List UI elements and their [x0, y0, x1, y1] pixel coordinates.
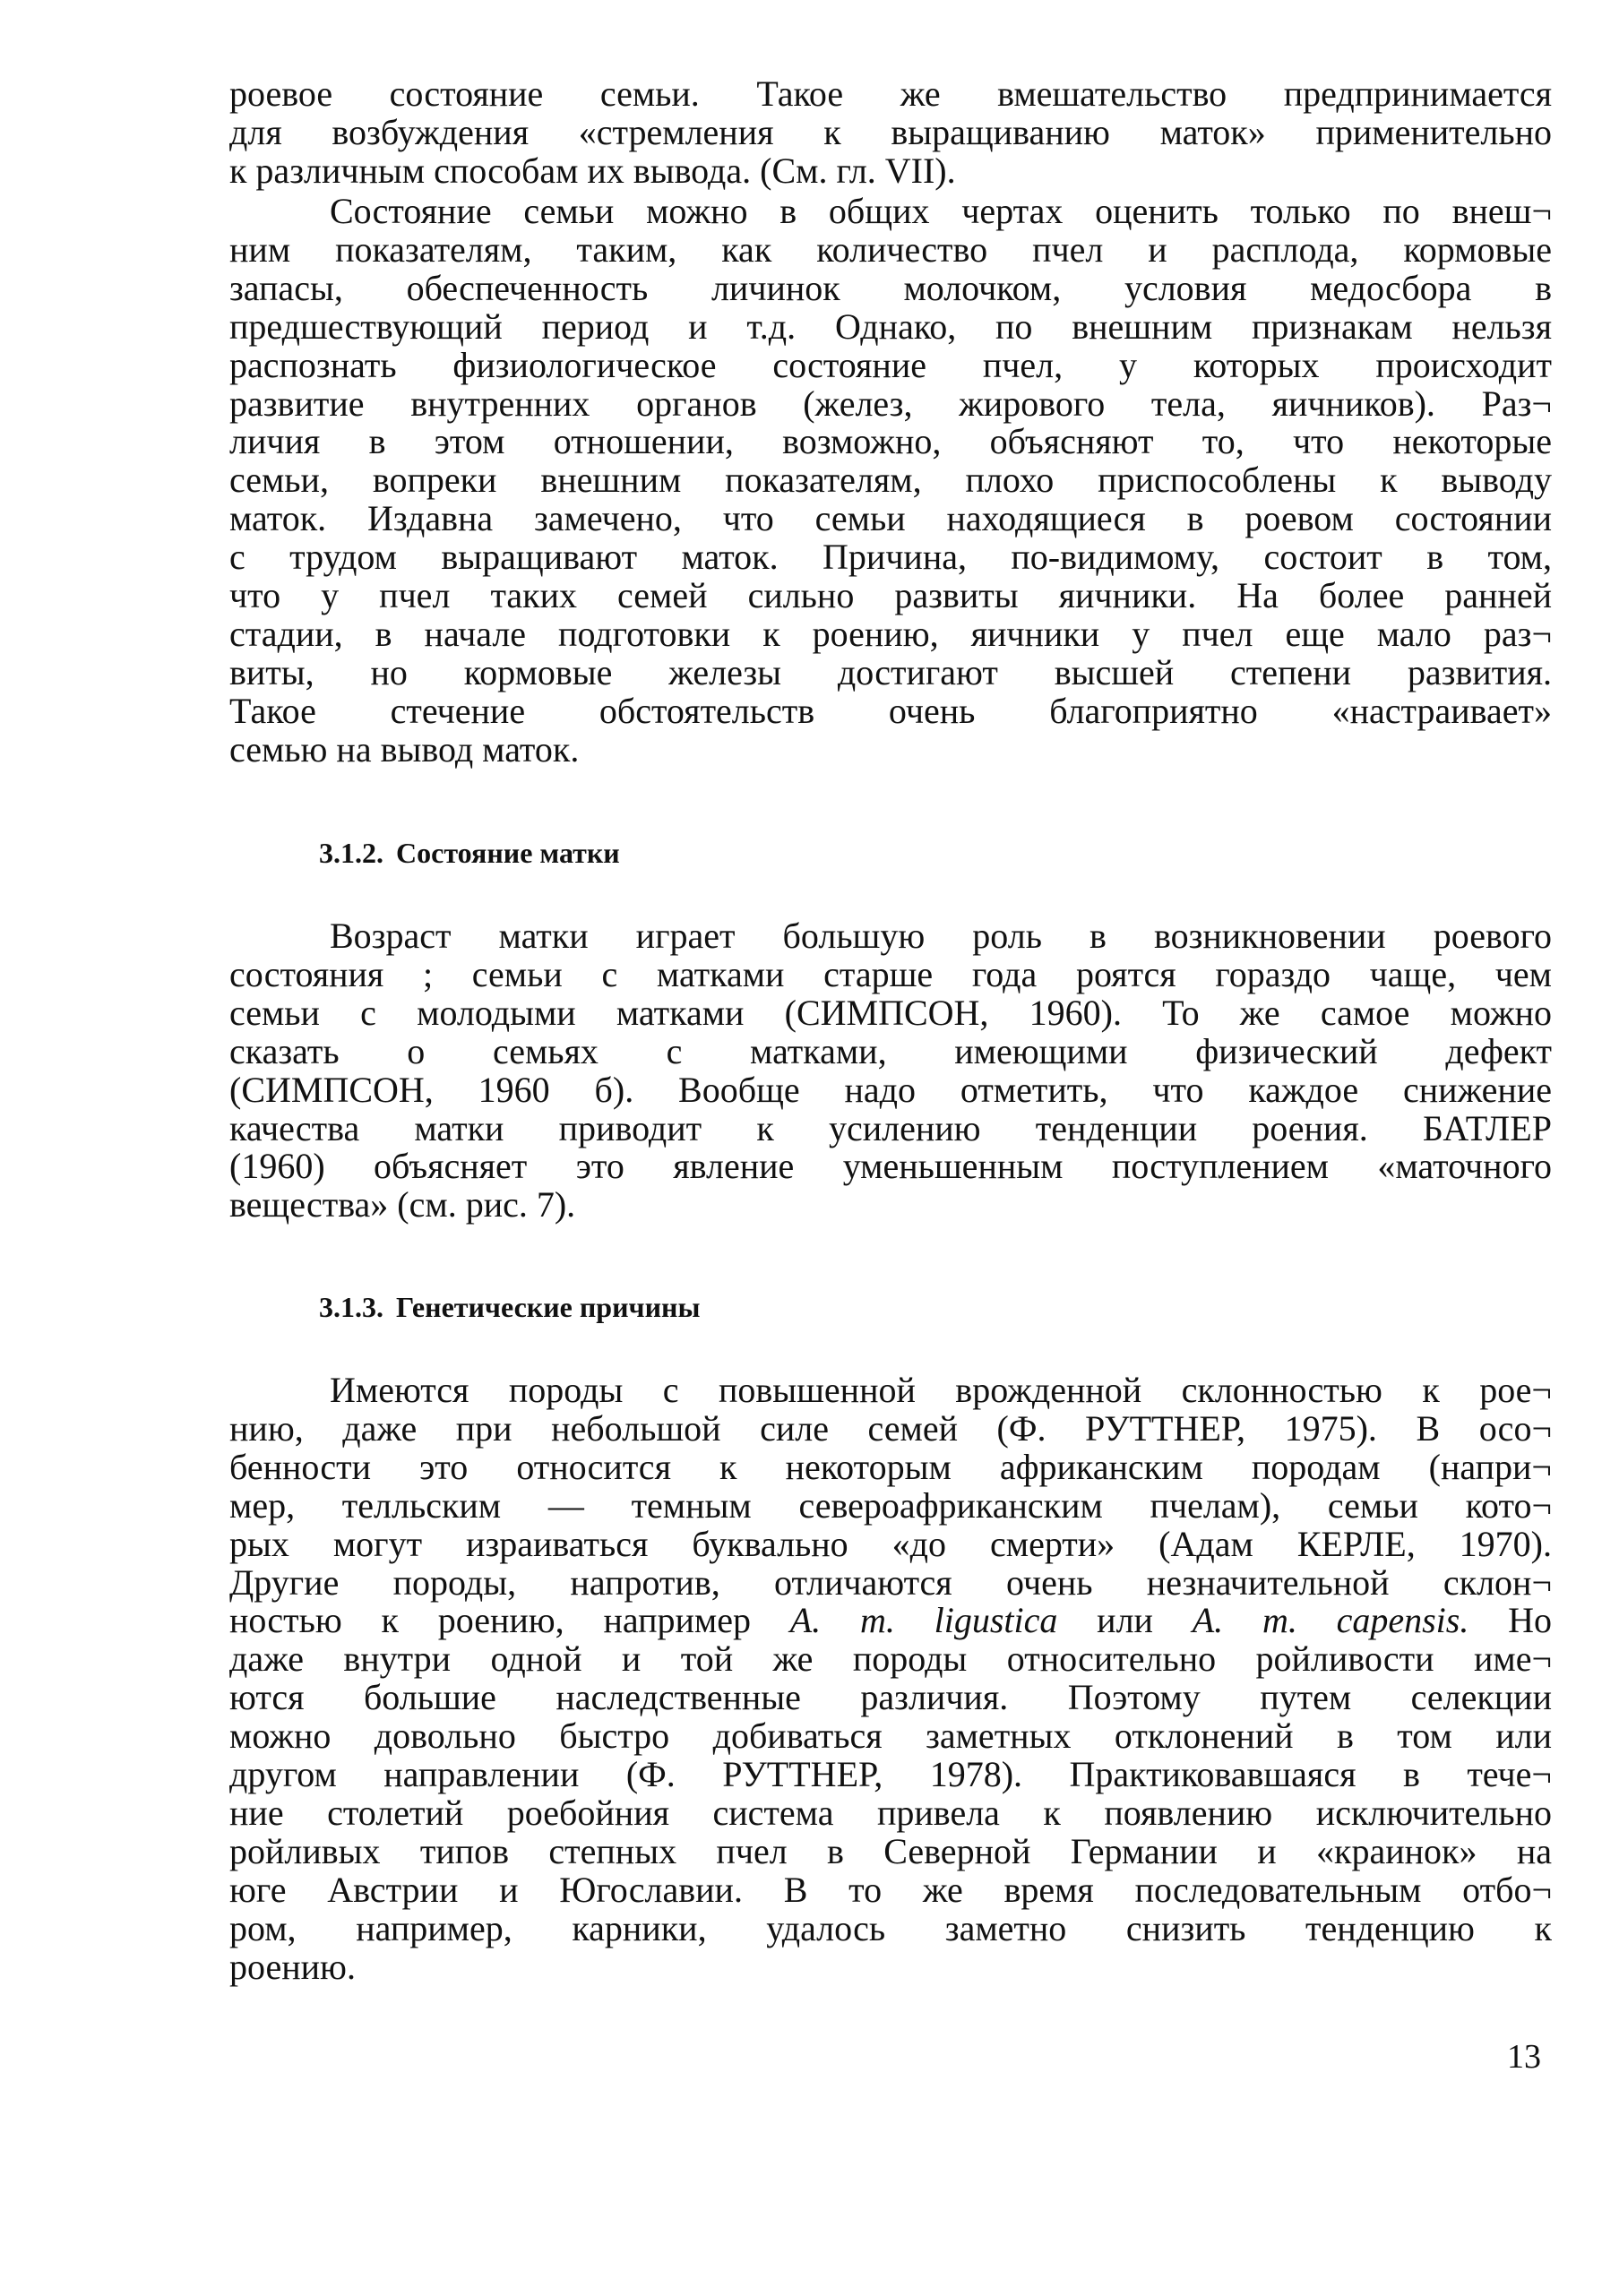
text-line: семьи, вопреки внешним показателям, плохо приспособлены к выводу	[229, 460, 1552, 501]
text-line: маток. Издавна замечено, что семьи находящиеся в роевом состоянии	[229, 498, 1552, 539]
section-heading-queen-state	[319, 835, 633, 871]
text-line: Другие породы, напротив, отличаются очень незначительной склон¬	[229, 1561, 1552, 1603]
text-line: с трудом выращивают маток. Причина, по-видимому, состоит в том,	[229, 537, 1552, 578]
text-line: роевое состояние семьи. Такое же вмешательство предпринимается	[229, 73, 1552, 114]
text-line: виты, но кормовые железы достигают высшей степени развития.	[229, 651, 1552, 692]
text-line: ние столетий роебойния система привела к появлению исключительно	[229, 1792, 1552, 1833]
text-line: что у пчел таких семей сильно развиты яичники. На более ранней	[229, 575, 1552, 616]
text-line: ройливых типов степных пчел в Северной Германии и «краинок» на	[229, 1830, 1552, 1871]
paragraph-colony-state	[229, 193, 1552, 770]
paragraph-genetic-causes	[229, 1372, 1552, 1987]
text-line: Имеются породы с повышенной врожденной склонностью к рое¬	[330, 1370, 1552, 1410]
section-number: 3.1.2.	[319, 837, 383, 869]
text-line: семьи с молодыми матками (СИМПСОН, 1960). То же самое можно	[229, 992, 1552, 1033]
text-line: к различным способам их вывода. (См. гл. VII).	[229, 150, 956, 191]
species-name: A. m. capensis.	[1192, 1600, 1469, 1641]
text-line: роению.	[229, 1946, 356, 1987]
section-title: Состояние матки	[396, 837, 620, 869]
text-line: для возбуждения «стремления к выращиванию маток» применительно	[229, 111, 1552, 152]
section-number: 3.1.3.	[319, 1291, 383, 1323]
text-line: запасы, обеспеченность личинок молочком, условия медосбора в	[229, 267, 1552, 308]
text-line: нию, даже при небольшой силе семей (Ф. РУТТНЕР, 1975). В осо¬	[229, 1407, 1552, 1449]
text-line: можно довольно быстро добиваться заметных отклонений в том или	[229, 1716, 1552, 1757]
species-name: A. m. ligustica	[789, 1600, 1058, 1641]
text-line: сказать о семьях с матками, имеющими физический дефект	[229, 1030, 1552, 1071]
text-line: распознать физиологическое состояние пчел, у которых происходит	[229, 344, 1552, 385]
text-line: качества матки приводит к усилению тенденции роения. БАТЛЕР	[229, 1107, 1552, 1148]
text-line: личия в этом отношении, возможно, объясняют то, что некоторые	[229, 421, 1552, 462]
text-line-species	[229, 1602, 1552, 1640]
text-line: бенности это относится к некоторым африканским породам (напри¬	[229, 1446, 1552, 1487]
text-line: (1960) объясняет это явление уменьшенным поступлением «маточного	[229, 1146, 1552, 1187]
text-line: (СИМПСОН, 1960 б). Вообще надо отметить, что каждое снижение	[229, 1069, 1552, 1110]
paragraph-swarm-state-continued	[229, 75, 1552, 191]
text-line: предшествующий период и т.д. Однако, по внешним признакам нельзя	[229, 305, 1552, 347]
text-line: рых могут израиваться буквально «до смерти» (Адам КЕРЛЕ, 1970).	[229, 1523, 1552, 1564]
text-line: семью на вывод маток.	[229, 728, 580, 770]
text-line: другом направлении (Ф. РУТТНЕР, 1978). Практиковавшаяся в тече¬	[229, 1754, 1552, 1795]
text-line: Возраст матки играет большую роль в возникновении роевого	[330, 916, 1552, 956]
text-line: юге Австрии и Югославии. В то же время последовательным отбо¬	[229, 1869, 1552, 1910]
text-fragment: Но	[1508, 1600, 1553, 1641]
paragraph-queen-age	[229, 917, 1552, 1225]
page-number: 13	[1507, 2038, 1541, 2076]
text-line: даже внутри одной и той же породы относительно ройливости име¬	[229, 1638, 1552, 1680]
text-line: ются большие наследственные различия. Поэтому путем селекции	[229, 1677, 1552, 1718]
text-line: ним показателям, таким, как количество пчел и расплода, кормовые	[229, 228, 1552, 270]
text-line: вещества» (см. рис. 7).	[229, 1184, 576, 1225]
text-line: ром, например, карники, удалось заметно снизить тенденцию к	[229, 1907, 1552, 1948]
text-line: Такое стечение обстоятельств очень благоприятно «настраивает»	[229, 690, 1552, 731]
text-line: мер, телльским — темным североафриканским пчелам), семьи кото¬	[229, 1484, 1552, 1526]
section-title: Генетические причины	[396, 1291, 701, 1323]
text-line: Состояние семьи можно в общих чертах оценить только по внеш¬	[330, 191, 1552, 231]
text-fragment: ностью к роению, например	[229, 1600, 751, 1641]
text-line: состояния ; семьи с матками старше года роятся гораздо чаще, чем	[229, 953, 1552, 994]
text-fragment: или	[1097, 1600, 1153, 1641]
text-line: стадии, в начале подготовки к роению, яичники у пчел еще мало раз¬	[229, 613, 1552, 654]
section-heading-genetic-causes	[319, 1289, 712, 1325]
text-line: развитие внутренних органов (желез, жирового тела, яичников). Раз¬	[229, 383, 1552, 424]
